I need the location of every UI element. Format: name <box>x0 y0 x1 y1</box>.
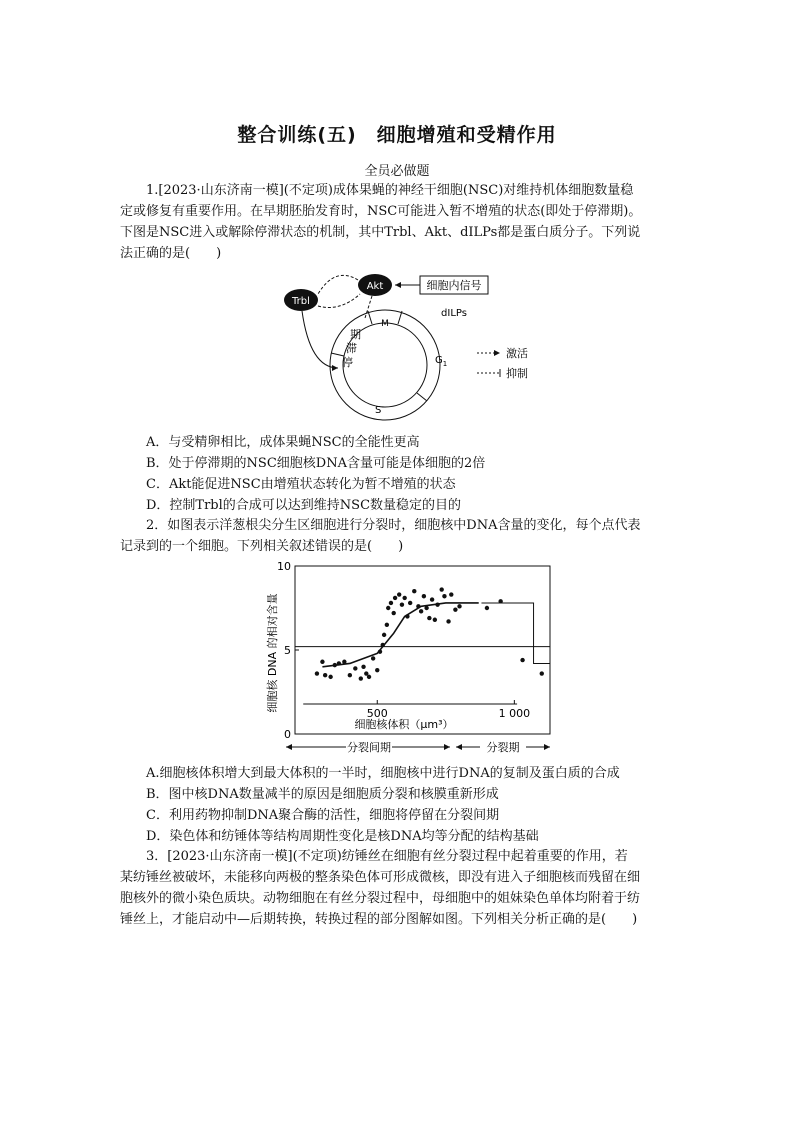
y-tick-label-5: 5 <box>284 644 291 657</box>
data-point-20 <box>389 601 393 605</box>
data-point-18 <box>385 623 389 627</box>
data-point-34 <box>430 597 434 601</box>
data-point-10 <box>361 665 365 669</box>
q2-option-a: A.细胞核体积增大到最大体积的一半时，细胞核中进行DNA的复制及蛋白质的合成 <box>146 766 620 781</box>
data-point-6 <box>342 660 346 664</box>
data-point-13 <box>371 656 375 660</box>
data-point-14 <box>375 668 379 672</box>
data-point-8 <box>353 666 357 670</box>
data-point-22 <box>393 596 397 600</box>
q1-option-a: A．与受精卵相比，成体果蝇NSC的全能性更高 <box>146 435 420 450</box>
question-3-line-1: 3．[2023·山东济南一模](不定项)纺锤丝在细胞有丝分裂过程中起着重要的作用，若 <box>146 849 628 864</box>
data-point-42 <box>457 604 461 608</box>
arrest-char-2: 滞 <box>346 342 357 355</box>
akt-to-cycle <box>365 296 372 318</box>
chart-xlabel: 细胞核体积（μm³） <box>354 718 454 731</box>
data-point-37 <box>439 587 443 591</box>
data-point-35 <box>433 618 437 622</box>
q2-option-d: D．染色体和纺锤体等结构周期性变化是核DNA均等分配的结构基础 <box>146 829 539 844</box>
data-point-25 <box>402 596 406 600</box>
legend-activate-label: 激活 <box>506 347 528 360</box>
y-tick-label-10: 10 <box>277 560 291 573</box>
data-point-15 <box>378 649 382 653</box>
question-2-stem <box>120 515 682 557</box>
data-point-40 <box>449 592 453 596</box>
data-point-23 <box>397 592 401 596</box>
divider-1 <box>368 311 372 324</box>
divider-3 <box>417 393 427 401</box>
legend-inhibit-label: 抑制 <box>506 367 528 380</box>
data-point-2 <box>323 673 327 677</box>
data-point-29 <box>416 604 420 608</box>
page-title: 整合训练(五) 细胞增殖和受精作用 <box>237 124 557 146</box>
data-point-46 <box>540 671 544 675</box>
data-point-24 <box>400 602 404 606</box>
chart-ylabel: 细胞核 DNA 的相对含量 <box>266 593 279 713</box>
data-point-44 <box>498 599 502 603</box>
trbl-to-arrest <box>302 311 338 368</box>
data-point-31 <box>422 594 426 598</box>
question-1-line-2: 定或修复有重要作用。在早期胚胎发育时，NSC可能进入暂不增殖的状态(即处于停滞期)。 <box>120 204 642 219</box>
question-1-stem <box>120 180 682 264</box>
trbl-akt-dashed <box>318 294 360 308</box>
data-point-32 <box>424 606 428 610</box>
data-point-28 <box>412 589 416 593</box>
dna-content-chart <box>264 558 556 758</box>
s-label: S <box>375 405 382 416</box>
data-point-19 <box>386 606 390 610</box>
data-point-1 <box>320 660 324 664</box>
question-1-line-1: 1.[2023·山东济南一模](不定项)成体果蝇的神经干细胞(NSC)对维持机体细胞数量稳 <box>146 183 634 198</box>
arrest-char-3: 停 <box>342 356 353 369</box>
q1-option-b: B．处于停滞期的NSC细胞核DNA含量可能是体细胞的2倍 <box>146 456 486 471</box>
q2-option-c: C．利用药物抑制DNA聚合酶的活性，细胞将停留在分裂间期 <box>146 808 500 823</box>
data-point-36 <box>435 602 439 606</box>
data-point-5 <box>337 661 341 665</box>
data-point-0 <box>315 671 319 675</box>
akt-label: Akt <box>366 281 384 292</box>
dilps-label: dILPs <box>441 308 467 319</box>
data-point-12 <box>367 675 371 679</box>
cell-cycle-diagram <box>280 268 550 428</box>
data-point-43 <box>485 606 489 610</box>
data-point-45 <box>520 658 524 662</box>
q1-option-d: D．控制Trbl的合成可以达到维持NSC数量稳定的目的 <box>146 498 462 513</box>
section-label: 全员必做题 <box>364 164 430 179</box>
data-point-39 <box>446 619 450 623</box>
question-3-line-2: 某纺锤丝被破坏，未能移向两极的整条染色体可形成微核，即没有进入子细胞核而残留在细 <box>120 870 641 885</box>
trend-curve <box>322 603 478 667</box>
x-tick-label-1000: 1 000 <box>498 707 531 720</box>
akt-trbl-dashed <box>318 275 358 294</box>
data-point-9 <box>359 676 363 680</box>
divider-2 <box>398 311 402 324</box>
question-1-line-4: 法正确的是( ) <box>120 246 222 261</box>
arrest-char-1: 期 <box>350 328 361 341</box>
data-point-30 <box>419 609 423 613</box>
data-point-17 <box>382 633 386 637</box>
question-2-line-1: 2．如图表示洋葱根尖分生区细胞进行分裂时，细胞核中DNA含量的变化，每个点代表 <box>146 518 641 533</box>
question-3-line-4: 锤丝上，才能启动中—后期转换，转换过程的部分图解如图。下列相关分析正确的是( ) <box>120 912 638 927</box>
data-point-27 <box>408 601 412 605</box>
data-point-7 <box>348 673 352 677</box>
data-point-16 <box>381 643 385 647</box>
interphase-label: 分裂间期 <box>347 741 391 754</box>
data-point-4 <box>333 663 337 667</box>
q1-option-c: C．Akt能促进NSC由增殖状态转化为暂不增殖的状态 <box>146 477 456 492</box>
data-point-21 <box>392 611 396 615</box>
g1-label: $G_1$ <box>435 355 448 368</box>
division-label: 分裂期 <box>486 741 520 754</box>
trbl-label: Trbl <box>292 296 310 307</box>
question-1-line-3: 下图是NSC进入或解除停滞状态的机制，其中Trbl、Akt、dILPs都是蛋白质分子。下列说 <box>120 225 641 240</box>
question-3-line-3: 胞核外的微小染色质块。动物细胞在有丝分裂过程中，母细胞中的姐妹染色单体均附着于纺 <box>120 891 641 906</box>
signal-box-label: 细胞内信号 <box>426 279 482 292</box>
division-step-line <box>481 603 550 663</box>
data-point-33 <box>427 616 431 620</box>
data-point-26 <box>405 614 409 618</box>
question-3-stem <box>120 846 682 930</box>
m-label: M <box>381 319 389 329</box>
data-point-41 <box>453 607 457 611</box>
q2-option-b: B．图中核DNA数量减半的原因是细胞质分裂和核膜重新形成 <box>146 787 499 802</box>
question-2-line-2: 记录到的一个细胞。下列相关叙述错误的是( ) <box>120 539 404 554</box>
data-point-38 <box>442 594 446 598</box>
data-point-3 <box>328 675 332 679</box>
x-tick-label-500: 500 <box>366 707 388 720</box>
y-tick-label-0: 0 <box>284 728 291 741</box>
